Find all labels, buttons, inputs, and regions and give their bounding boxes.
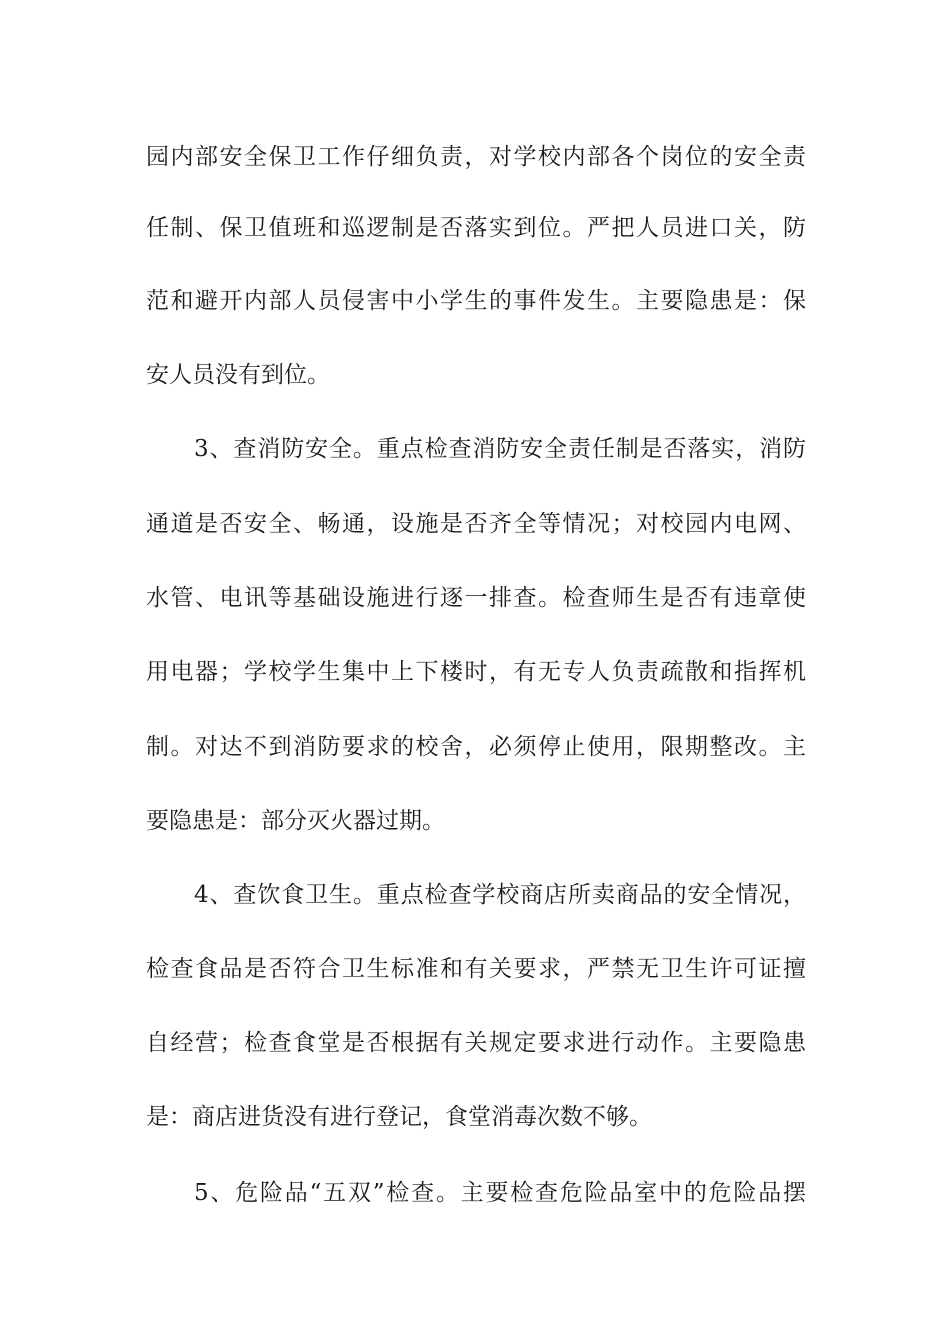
- text-line: 制。对达不到消防要求的校舍，必须停止使用，限期整改。主: [146, 734, 806, 760]
- text-line: 通道是否安全、畅通，设施是否齐全等情况；对校园内电网、: [146, 511, 806, 537]
- text-line: 任制、保卫值班和巡逻制是否落实到位。严把人员进口关，防: [146, 215, 806, 241]
- text-line: 检查食品是否符合卫生标准和有关要求，严禁无卫生许可证擅: [146, 956, 806, 982]
- text-line: 用电器；学校学生集中上下楼时，有无专人负责疏散和指挥机: [146, 659, 806, 685]
- text-line: 安人员没有到位。: [146, 362, 330, 388]
- paragraph-heading-5: 5、危险品“五双”检查。主要检查危险品室中的危险品摆: [194, 1180, 806, 1206]
- text-line: 范和避开内部人员侵害中小学生的事件发生。主要隐患是：保: [146, 288, 806, 314]
- text-line: 水管、电讯等基础设施进行逐一排查。检查师生是否有违章使: [146, 585, 806, 611]
- text-line: 要隐患是：部分灭火器过期。: [146, 808, 445, 834]
- text-line: 自经营；检查食堂是否根据有关规定要求进行动作。主要隐患: [146, 1030, 806, 1056]
- paragraph-heading-4: 4、查饮食卫生。重点检查学校商店所卖商品的安全情况，: [194, 882, 806, 908]
- text-line: 园内部安全保卫工作仔细负责，对学校内部各个岗位的安全责: [146, 144, 806, 170]
- text-line: 是：商店进货没有进行登记，食堂消毒次数不够。: [146, 1104, 652, 1130]
- paragraph-heading-3: 3、查消防安全。重点检查消防安全责任制是否落实，消防: [194, 436, 806, 462]
